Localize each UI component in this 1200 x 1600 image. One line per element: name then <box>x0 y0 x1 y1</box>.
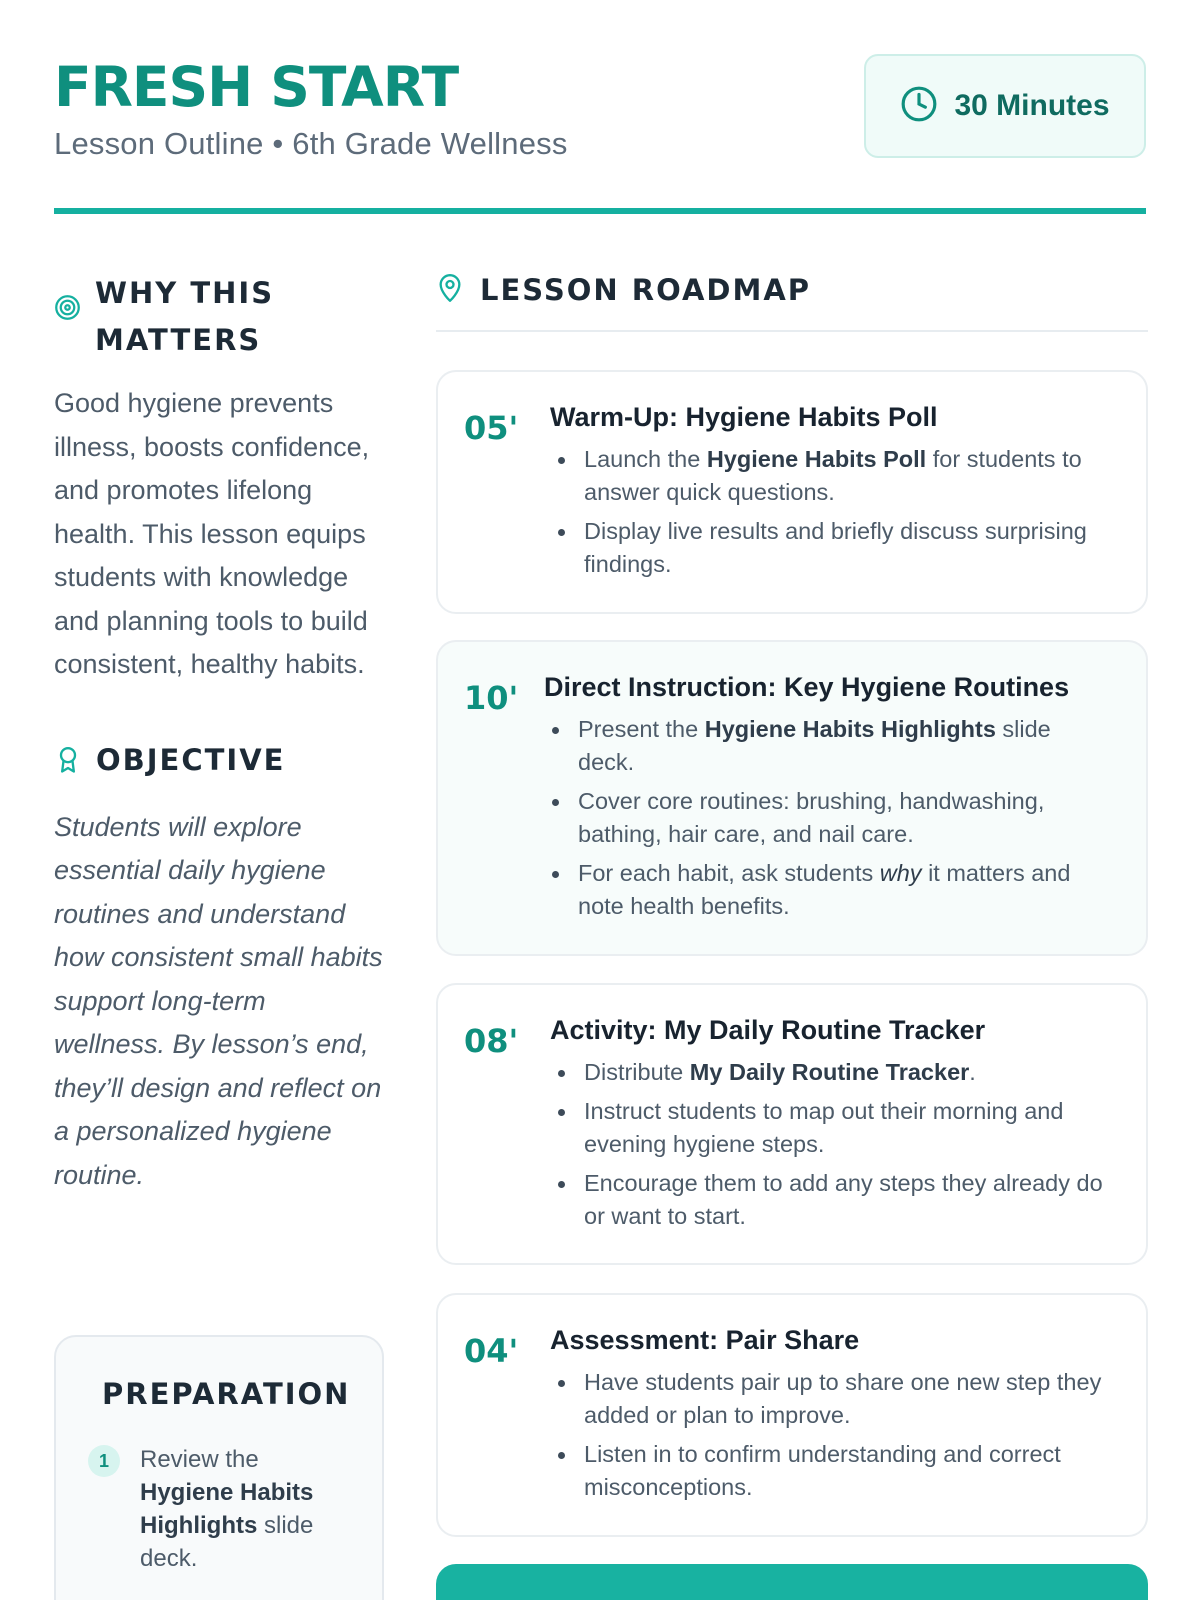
objective-title: OBJECTIVE <box>96 742 286 777</box>
step-bullets <box>544 713 1106 923</box>
award-ribbon-icon <box>54 745 82 782</box>
step-bullets <box>550 1056 1106 1233</box>
objective-heading <box>54 737 384 784</box>
step-bullet: Instruct students to map out their morning and evening hygiene steps. <box>550 1095 1106 1161</box>
why-text: Good hygiene prevents illness, boosts confidence, and promotes lifelong health. This lesson equips students with knowledge and planning tools to build consistent, healthy habits. <box>54 388 370 679</box>
step-minutes: 10' <box>464 679 519 717</box>
why-heading <box>54 270 384 364</box>
step-body <box>550 1015 1106 1239</box>
roadmap-divider <box>436 330 1148 332</box>
step-bullet: Present the Hygiene Habits Highlights slide deck. <box>544 713 1106 779</box>
step-bullet: Listen in to confirm understanding and correct misconceptions. <box>550 1438 1106 1504</box>
step-bullet: Launch the Hygiene Habits Poll for students to answer quick questions. <box>550 443 1106 509</box>
roadmap-title: LESSON ROADMAP <box>480 273 812 307</box>
roadmap-step <box>436 370 1148 614</box>
step-bullet: Distribute My Daily Routine Tracker. <box>550 1056 1106 1089</box>
step-bullet: Display live results and briefly discuss surprising findings. <box>550 515 1106 581</box>
step-minutes: 05' <box>464 409 519 447</box>
objective-text: Students will explore essential daily hygiene routines and understand how consistent small habits support long-term wellness. By lesson’s end, they’ll design and reflect on a personalized hygiene routine. <box>54 811 383 1190</box>
step-title: Warm-Up: Hygiene Habits Poll <box>550 402 938 432</box>
step-title: Activity: My Daily Routine Tracker <box>550 1015 986 1045</box>
duration-badge <box>864 54 1146 158</box>
clock-icon <box>900 85 938 128</box>
next-section-banner <box>436 1564 1148 1600</box>
why-title: WHY THIS MATTERS <box>95 276 275 357</box>
map-pin-icon <box>436 272 464 309</box>
preparation-title: PREPARATION <box>102 1377 351 1411</box>
step-bullets <box>550 1366 1106 1504</box>
header-divider <box>54 208 1146 214</box>
step-body <box>550 1325 1106 1510</box>
step-bullets <box>550 443 1106 581</box>
step-minutes: 08' <box>464 1022 519 1060</box>
preparation-item <box>88 1443 382 1575</box>
step-number-badge: 1 <box>88 1445 120 1477</box>
duration-label: 30 Minutes <box>954 89 1110 122</box>
step-minutes: 04' <box>464 1332 519 1370</box>
left-column <box>54 270 384 1197</box>
lesson-header <box>54 50 1146 210</box>
preparation-panel <box>54 1335 384 1600</box>
page-title: FRESH START <box>54 55 459 119</box>
page-subtitle: Lesson Outline • 6th Grade Wellness <box>54 126 568 161</box>
roadmap-section <box>436 270 1148 332</box>
roadmap-step <box>436 640 1148 956</box>
target-icon <box>54 294 81 326</box>
step-title: Assessment: Pair Share <box>550 1325 860 1355</box>
step-bullet: Cover core routines: brushing, handwashing, bathing, hair care, and nail care. <box>544 785 1106 851</box>
roadmap-heading <box>436 270 1148 310</box>
step-bullet: Encourage them to add any steps they already do or want to start. <box>550 1167 1106 1233</box>
step-body <box>550 402 1106 587</box>
step-bullet: Have students pair up to share one new step they added or plan to improve. <box>550 1366 1106 1432</box>
roadmap-step <box>436 983 1148 1265</box>
step-title: Direct Instruction: Key Hygiene Routines <box>544 672 1070 702</box>
roadmap-step <box>436 1293 1148 1537</box>
preparation-item-text: Review the Hygiene Habits Highlights slide deck. <box>140 1446 314 1572</box>
step-body <box>544 672 1106 929</box>
step-bullet: For each habit, ask students why it matters and note health benefits. <box>544 857 1106 923</box>
